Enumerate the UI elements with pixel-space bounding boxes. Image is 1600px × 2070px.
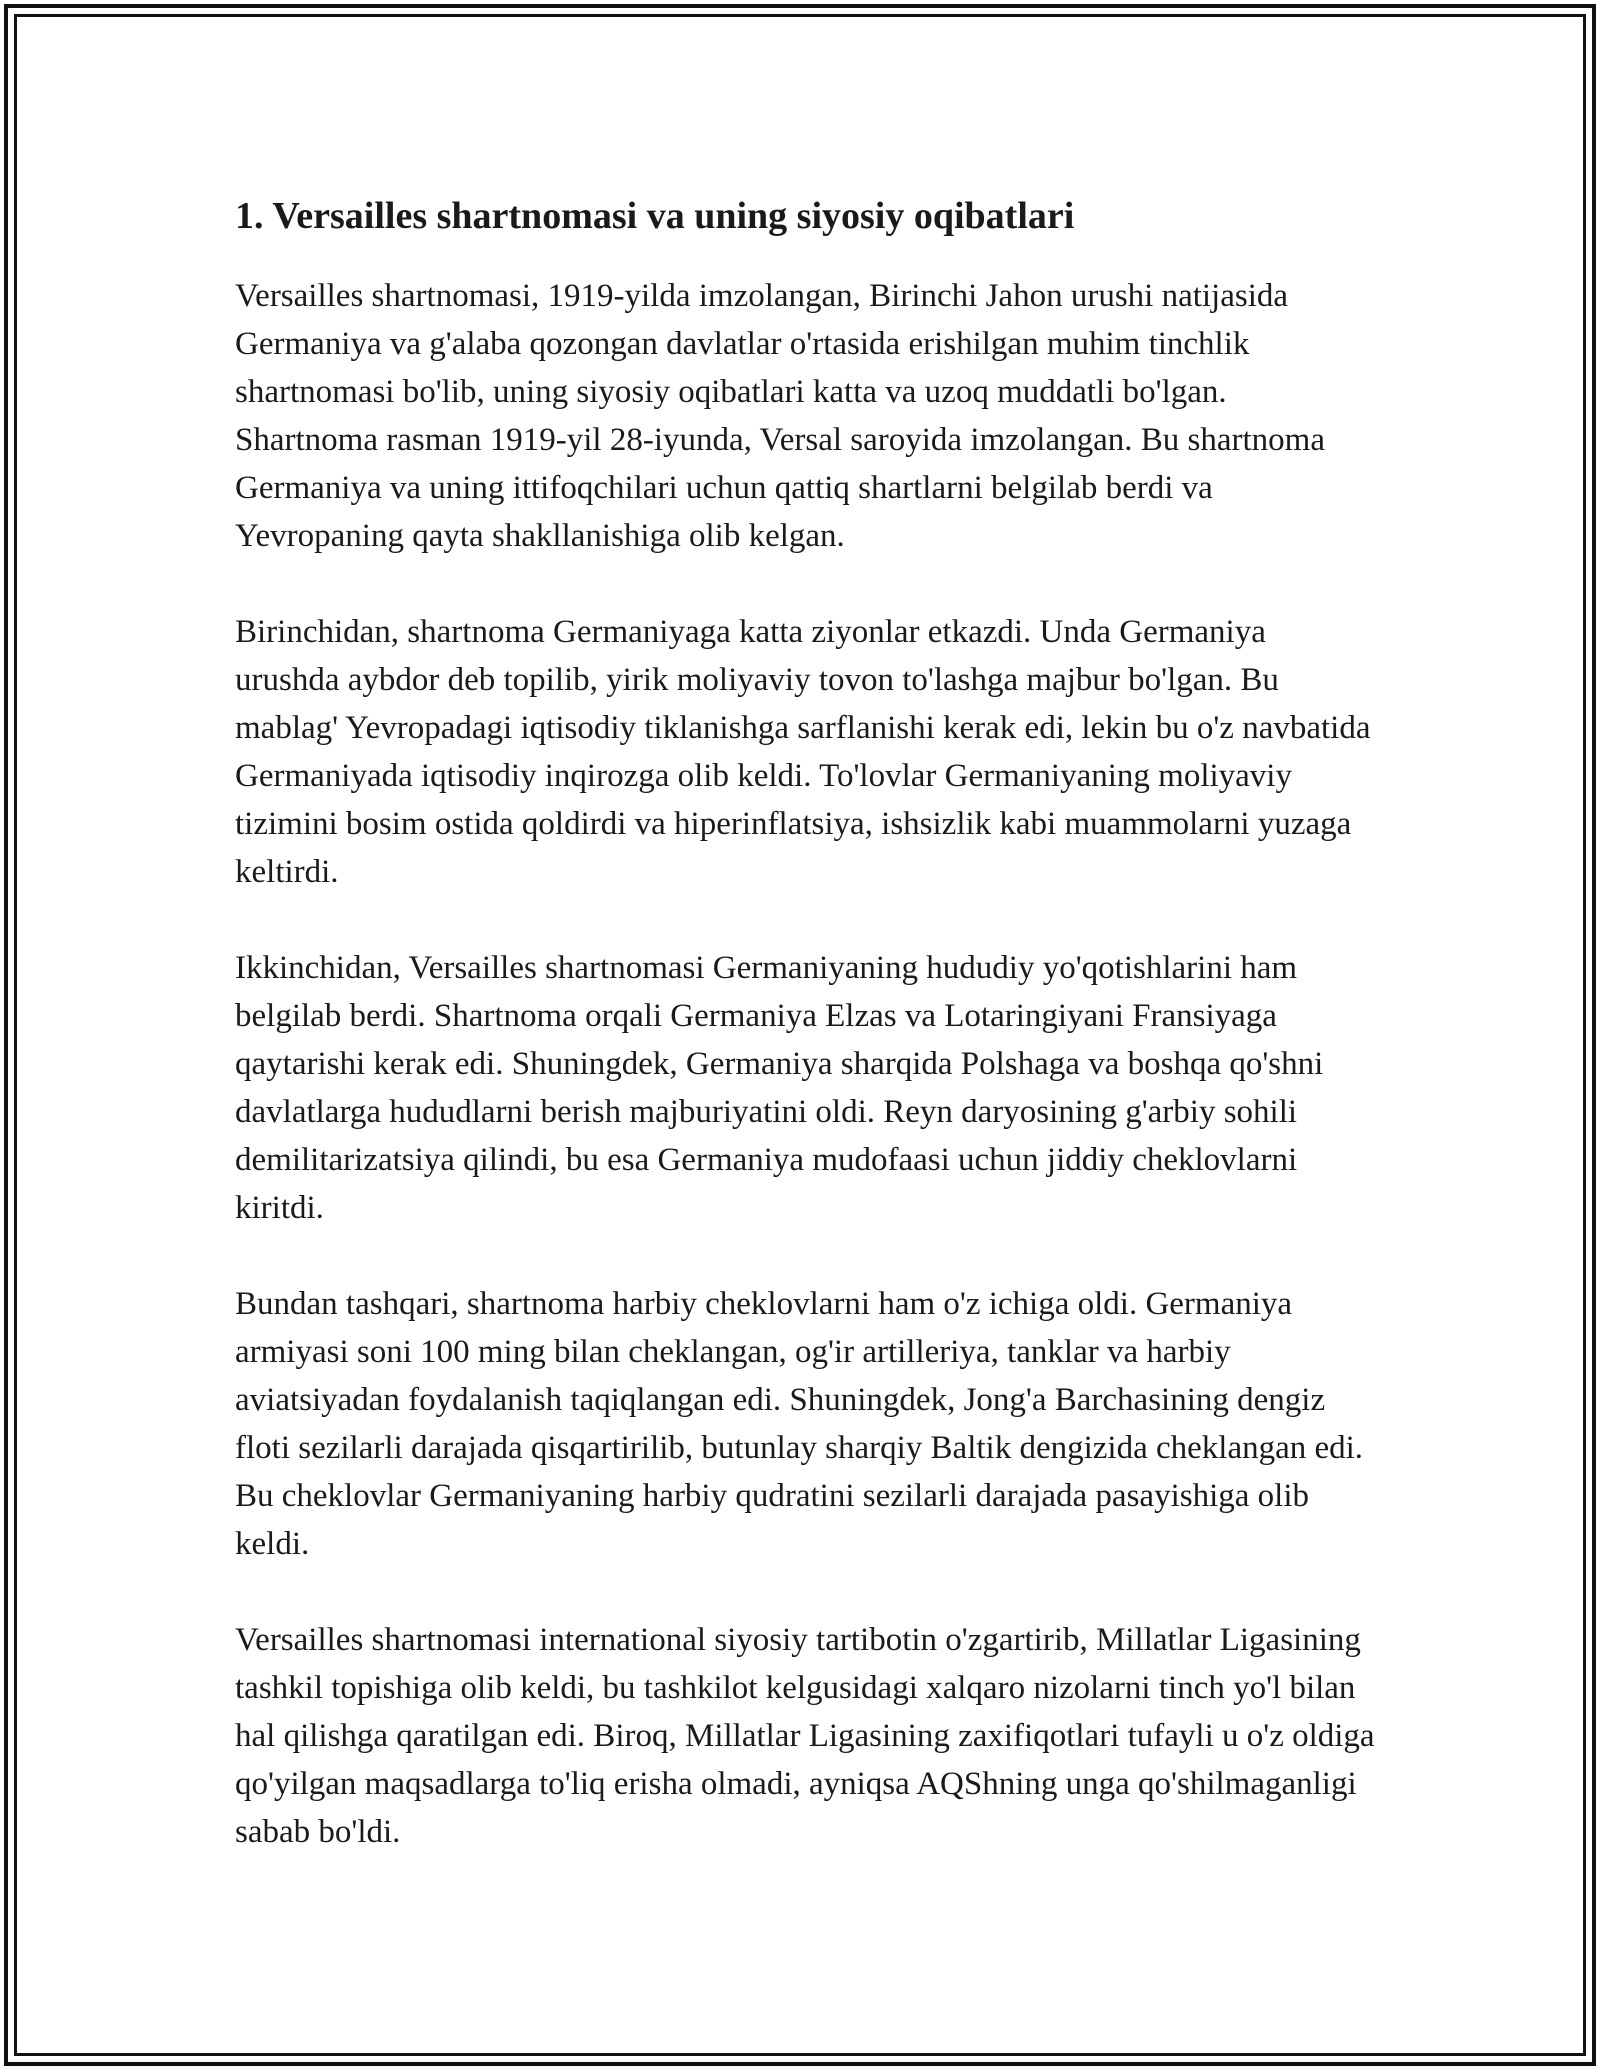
paragraph-intro: Versailles shartnomasi, 1919-yilda imzolangan, Birinchi Jahon urushi natijasida Germaniya va g'alaba qozongan davlatlar o'rtasida erishilgan muhim tinchlik shartnomasi bo'lib, uning siyosiy oqibatlari katta va uzoq muddatli bo'lgan. Shartnoma rasman 1919-yil 28-iyunda, Versal saroyida imzolangan. Bu shartnoma Germaniya va uning ittifoqchilari uchun qattiq shartlarni belgilab berdi va Yevropaning qayta shakllanishiga olib kelgan. (235, 278, 1325, 554)
paragraph-league: Versailles shartnomasi international siyosiy tartibotin o'zgartirib, Millatlar Ligasining tashkil topishiga olib keldi, bu tashkilot kelgusidagi xalqaro nizolarni tinch yo'l bilan hal qilishga qaratilgan edi. Biroq, Millatlar Ligasining zaxifiqotlari tufayli u o'z oldiga qo'yilgan maqsadlarga to'liq erisha olmadi, ayniqsa AQShning unga qo'shilmaganligi sabab bo'ldi. (235, 1622, 1375, 1850)
paragraph-territorial: Ikkinchidan, Versailles shartnomasi Germaniyaning hududiy yo'qotishlarini ham belgilab berdi. Shartnoma orqali Germaniya Elzas va Lotaringiyani Fransiyaga qaytarishi kerak edi. Shuningdek, Germaniya sharqida Polshaga va boshqa qo'shni davlatlarga hududlarni berish majburiyatini oldi. Reyn daryosining g'arbiy sohili demilitarizatsiya qilindi, bu esa Germaniya mudofaasi uchun jiddiy cheklovlarni kiritdi. (235, 950, 1324, 1226)
section-heading: 1. Versailles shartnomasi va uning siyosiy oqibatlari (235, 195, 1075, 237)
document-body (235, 188, 1375, 1904)
paragraph-military: Bundan tashqari, shartnoma harbiy cheklovlarni ham o'z ichiga oldi. Germaniya armiyasi soni 100 ming bilan cheklangan, og'ir artilleriya, tanklar va harbiy aviatsiyadan foydalanish taqiqlangan edi. Shuningdek, Jong'a Barchasining dengiz floti sezilarli darajada qisqartirilib, butunlay sharqiy Baltik dengizida cheklangan edi. Bu cheklovlar Germaniyaning harbiy qudratini sezilarli darajada pasayishiga olib keldi. (235, 1286, 1364, 1562)
paragraph-economic: Birinchidan, shartnoma Germaniyaga katta ziyonlar etkazdi. Unda Germaniya urushda aybdor deb topilib, yirik moliyaviy tovon to'lashga majbur bo'lgan. Bu mablag' Yevropadagi iqtisodiy tiklanishga sarflanishi kerak edi, lekin bu o'z navbatida Germaniyada iqtisodiy inqirozga olib keldi. To'lovlar Germaniyaning moliyaviy tizimini bosim ostida qoldirdi va hiperinflatsiya, ishsizlik kabi muammolarni yuzaga keltirdi. (235, 614, 1371, 890)
